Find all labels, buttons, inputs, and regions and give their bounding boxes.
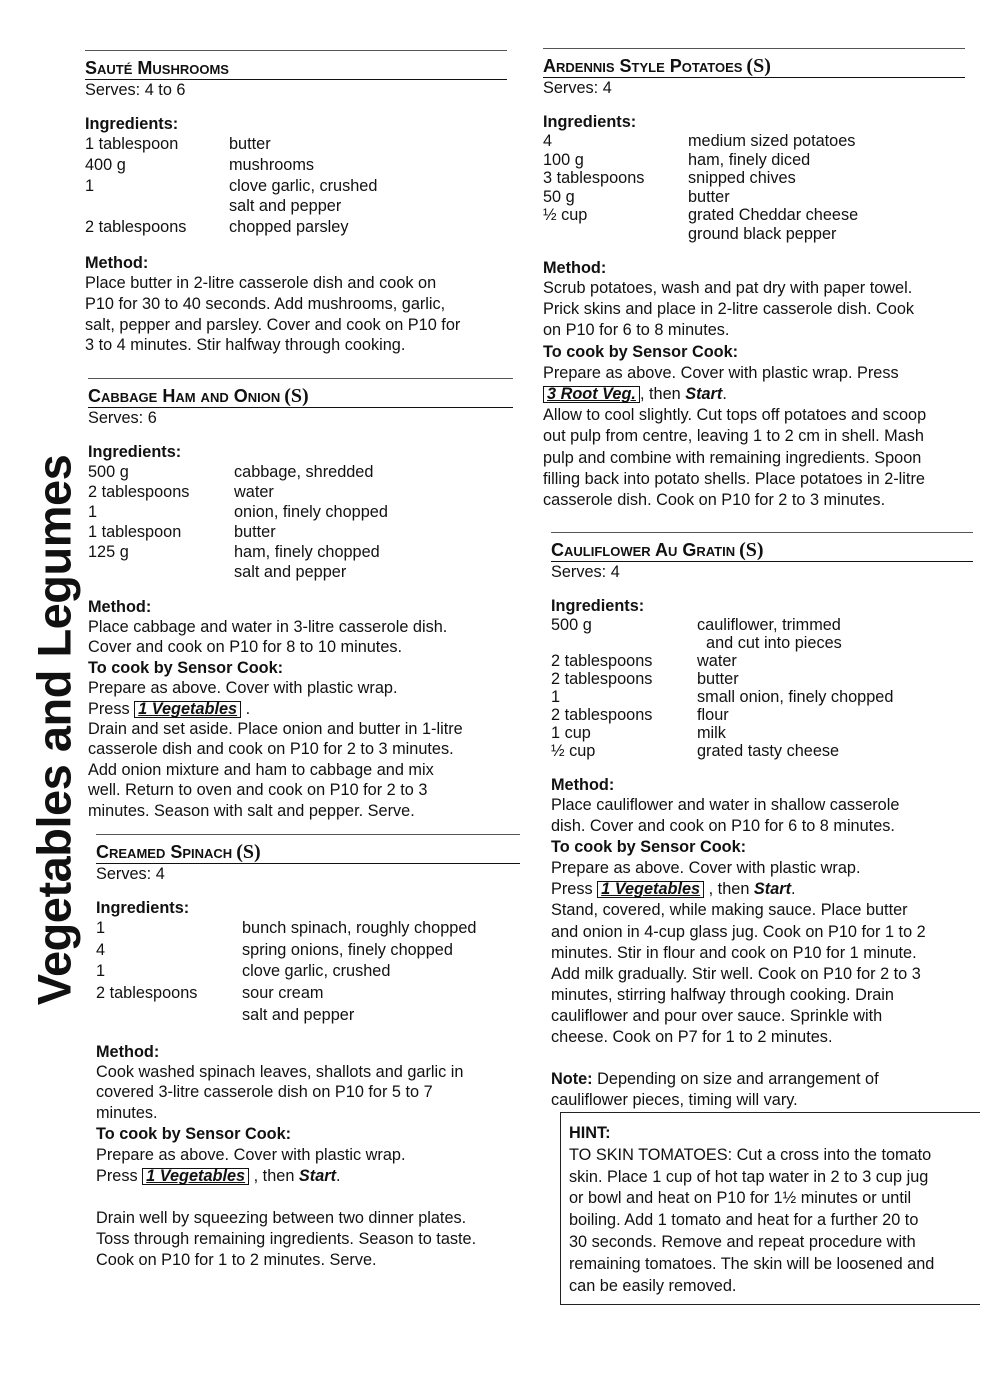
method-text [543,278,965,511]
serves-text: Serves: 4 [551,563,620,581]
method-label: Method: [96,1042,160,1061]
ingredients-label: Ingredients: [551,597,645,615]
method-line: Scrub potatoes, wash and pat dry with paper towel. [543,279,913,297]
ingredient-amount: 2 tablespoons [85,218,187,237]
ingredient-amount: 1 [85,176,95,195]
ingredient-amount: 2 tablespoons [551,670,653,688]
ingredient-item: sour cream [242,984,324,1003]
method-line: filling back into potato shells. Place potatoes in 2-litre [543,469,925,488]
ingredient-amount [88,562,234,582]
method-line: Place cabbage and water in 3-litre casserole dish. [88,618,448,636]
ingredient-amount: 4 [543,132,553,150]
ingredient-amount: 2 tablespoons [88,483,190,501]
section-top-rule [96,834,520,835]
method-text [88,617,513,821]
ingredient-item: grated Cheddar cheese [688,206,859,224]
ingredient-item: ham, finely chopped [234,543,380,561]
method-line: pulp and combine with remaining ingredients. Spoon [543,448,922,467]
serves-text: Serves: 4 to 6 [85,81,186,99]
ingredient-item: small onion, finely chopped [697,688,894,706]
hint-line: or bowl and heat on P10 for 1½ minutes or until [569,1189,912,1208]
method-line: Add milk gradually. Stir well. Cook on P10 for 2 to 3 [551,964,921,983]
recipe-title [551,541,973,562]
serves-text: Serves: 6 [88,409,157,427]
ingredient-item: salt and pepper [229,197,342,216]
method-line: Cook washed spinach leaves, shallots and garlic in [96,1062,464,1081]
hint-line: boiling. Add 1 tomato and heat for a further 20 to [569,1211,919,1230]
ingredient-amount: 2 tablespoons [551,706,653,724]
method-line [551,1048,973,1069]
hint-line: skin. Place 1 cup of hot tap water in 2 to 3 cup jug [569,1167,929,1186]
method-line: Add onion mixture and ham to cabbage and mix [88,760,434,779]
ingredient-amount: 4 [96,940,106,959]
recipe-creamed-spinach [96,834,520,1271]
ingredient-item: onion, finely chopped [234,503,388,521]
ingredient-item: mushrooms [229,155,315,174]
method-line: covered 3-litre casserole dish on P10 for 5 to 7 [96,1083,433,1102]
ingredient-amount: 50 g [543,187,575,206]
method-line: P10 for 30 to 40 seconds. Add mushrooms, garlic, [85,294,446,313]
ingredients-list [88,462,513,582]
recipe-ardennis-potatoes [543,48,965,511]
ingredient-item: chopped parsley [229,218,349,237]
recipe-title [88,387,513,408]
keypad-button: 1 Vegetables [134,701,241,718]
start-key-text: Start [753,880,792,899]
method-text [551,795,973,1111]
ingredient-amount: 100 g [543,150,584,169]
method-line: and onion in 4-cup glass jug. Cook on P10 for 1 to 2 [551,922,926,941]
ingredients-list [543,132,965,243]
ingredient-amount: 500 g [88,463,129,481]
ingredient-item: ham, finely diced [688,150,811,169]
method-line: Note: Depending on size and arrangement of [551,1070,879,1089]
ingredient-item: salt and pepper [242,1005,355,1024]
method-line: cauliflower pieces, timing will vary. [551,1091,798,1110]
ingredient-item: clove garlic, crushed [229,176,378,195]
ingredient-amount: 1 [96,962,106,981]
ingredients-label: Ingredients: [96,899,190,917]
recipe-cabbage-ham-onion [88,378,513,821]
sensor-cook-heading: To cook by Sensor Cook: [543,342,739,361]
method-label: Method: [88,598,152,616]
recipe-title-text: Creamed Spinach [96,842,233,862]
hint-line: TO SKIN TOMATOES: Cut a cross into the tomato [569,1145,932,1164]
method-line: minutes. Season with salt and pepper. Serve. [88,801,415,820]
serves-text: Serves: 4 [96,865,165,883]
section-top-rule [88,378,513,379]
hint-line: remaining tomatoes. The skin will be loosened and [569,1254,935,1273]
method-line: 3 to 4 minutes. Stir halfway through cooking. [85,336,406,355]
method-line: salt, pepper and parsley. Cover and cook on P10 for [85,315,461,334]
recipe-title [543,57,965,78]
start-key-text: Start [685,385,723,404]
ingredients-label: Ingredients: [543,113,637,131]
ingredient-amount: 2 tablespoons [96,984,198,1003]
method-line: well. Return to oven and cook on P10 for 2 to 3 [88,781,428,800]
sensor-badge: (S) [236,841,261,863]
ingredient-item: water [697,652,737,670]
method-line: Allow to cool slightly. Cut tops off potatoes and scoop [543,406,927,425]
note-label: Note: [551,1070,593,1089]
ingredient-item: water [234,483,274,501]
ingredient-amount: 1 [96,919,106,937]
ingredients-label: Ingredients: [85,115,179,133]
recipe-title [96,843,520,864]
hint-line: can be easily removed. [569,1276,737,1295]
method-line: Cook on P10 for 1 to 2 minutes. Serve. [96,1250,377,1269]
method-line: minutes. Stir in flour and cook on P10 for 1 minute. [551,943,917,962]
method-line: Cover and cook on P10 for 8 to 10 minutes. [88,638,403,657]
ingredient-item: medium sized potatoes [688,132,856,150]
method-line: minutes. [96,1104,158,1123]
keypad-button: 3 Root Veg. [543,386,640,403]
hint-text [569,1145,980,1298]
ingredient-item: flour [697,706,729,724]
recipe-title-text: Cauliflower Au Gratin [551,540,736,560]
method-line: Prepare as above. Cover with plastic wrap. [551,859,861,878]
method-line: on P10 for 6 to 8 minutes. [543,321,730,340]
ingredients-label: Ingredients: [88,443,182,461]
ingredient-item: cabbage, shredded [234,463,374,481]
sensor-cook-heading: To cook by Sensor Cook: [88,658,284,677]
ingredient-amount [96,1005,242,1027]
recipe-cauliflower-au-gratin [551,532,973,1111]
method-line: 3 Root Veg. , then Start. [543,384,965,405]
ingredient-item: cauliflower, trimmed [697,616,841,634]
method-line: Place cauliflower and water in shallow casserole [551,796,900,814]
method-line: Place butter in 2-litre casserole dish and cook on [85,273,437,292]
ingredient-amount [551,634,697,652]
ingredient-item: clove garlic, crushed [242,962,391,981]
sensor-badge: (S) [284,385,309,407]
ingredient-amount: 1 [88,503,98,521]
recipe-title [85,59,507,80]
ingredient-amount: 400 g [85,155,126,174]
hint-box [560,1112,980,1305]
ingredient-amount: 125 g [88,543,129,561]
ingredient-amount: 2 tablespoons [551,652,653,670]
method-label: Method: [543,259,607,277]
recipe-saute-mushrooms [85,50,507,356]
ingredient-amount [85,196,229,217]
section-top-rule [543,48,965,49]
method-line: Prepare as above. Cover with plastic wrap. [96,1146,406,1165]
ingredient-item: butter [688,187,730,206]
ingredient-amount [543,225,688,244]
method-line: casserole dish. Cook on P10 for 2 to 3 minutes. [543,491,886,510]
method-label: Method: [551,776,615,794]
ingredient-item: bunch spinach, roughly chopped [242,919,477,937]
method-line: Toss through remaining ingredients. Season to taste. [96,1229,477,1248]
method-line: cauliflower and pour over sauce. Sprinkle with [551,1006,883,1025]
ingredients-list [551,616,973,760]
hint-label: HINT: [569,1124,611,1142]
ingredient-item: milk [697,724,726,742]
method-label: Method: [85,253,149,272]
section-top-rule [85,50,507,51]
sensor-cook-heading: To cook by Sensor Cook: [551,838,747,857]
method-line: Stand, covered, while making sauce. Place butter [551,901,908,920]
chapter-side-title: Vegetables and Legumes [27,454,81,1006]
ingredient-amount: 1 cup [551,724,591,742]
ingredient-item: spring onions, finely chopped [242,940,453,959]
method-text [85,273,507,356]
ingredient-item: ground black pepper [688,224,837,243]
method-line: Press 1 Vegetables , then Start. [551,880,796,899]
method-line: Prepare as above. Cover with plastic wrap. [88,679,398,698]
sensor-cook-heading: To cook by Sensor Cook: [96,1125,292,1144]
method-line: Prepare as above. Cover with plastic wrap. Press [543,363,899,382]
ingredient-amount: ½ cup [551,742,596,760]
sensor-badge: (S) [739,539,764,561]
ingredients-list [96,918,520,1027]
ingredient-amount: 3 tablespoons [543,169,645,187]
method-line: Drain well by squeezing between two dinner plates. [96,1208,467,1227]
ingredient-amount: 1 tablespoon [88,523,182,541]
recipe-title-text: Ardennis Style Potatoes [543,56,743,76]
ingredient-amount: ½ cup [543,206,588,224]
ingredient-item: butter [697,670,739,688]
method-line: dish. Cover and cook on P10 for 6 to 8 minutes. [551,817,895,836]
ingredient-item: salt and pepper [234,563,347,581]
ingredient-item: butter [229,135,271,153]
method-line: minutes, stirring halfway through cooking. Drain [551,985,894,1004]
method-line: Press 1 Vegetables . [88,699,251,718]
method-line: Drain and set aside. Place onion and butter in 1-litre [88,720,463,739]
method-line: out pulp from centre, leaving 1 to 2 cm in shell. Mash [543,427,924,446]
serves-text: Serves: 4 [543,79,612,97]
section-top-rule [551,532,973,533]
ingredient-item: butter [234,523,276,541]
ingredient-amount: 500 g [551,616,592,634]
method-line [96,1187,520,1208]
keypad-button: 1 Vegetables [142,1168,249,1185]
ingredients-list [85,134,507,238]
keypad-button: 1 Vegetables [597,881,704,898]
ingredient-item: grated tasty cheese [697,742,840,760]
method-text [96,1062,520,1271]
ingredient-amount: 1 tablespoon [85,135,179,153]
ingredient-item: snipped chives [688,169,796,187]
sensor-badge: (S) [746,55,771,77]
hint-line: 30 seconds. Remove and repeat procedure with [569,1232,916,1251]
method-line: casserole dish and cook on P10 for 2 to 3 minutes. [88,740,454,759]
method-line: cheese. Cook on P7 for 1 to 2 minutes. [551,1028,833,1047]
start-key-text: Start [298,1167,337,1186]
ingredient-item: and cut into pieces [697,634,842,652]
recipe-title-text: Sauté Mushrooms [85,58,229,78]
method-line: Press 1 Vegetables , then Start. [96,1167,341,1186]
ingredient-amount: 1 [551,688,561,706]
recipe-title-text: Cabbage Ham and Onion [88,386,281,406]
method-line: Prick skins and place in 2-litre casserole dish. Cook [543,300,915,319]
